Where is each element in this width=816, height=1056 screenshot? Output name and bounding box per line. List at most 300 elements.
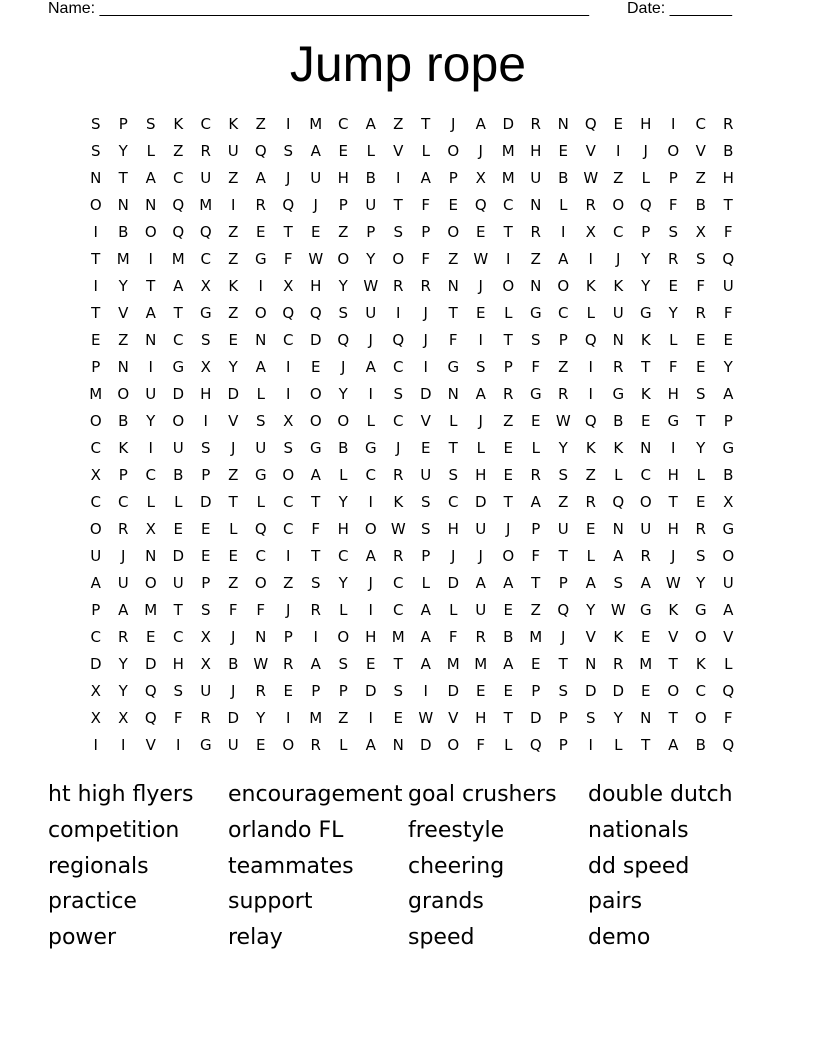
grid-letter[interactable]: Z <box>558 493 569 511</box>
grid-letter[interactable]: O <box>364 520 377 538</box>
grid-letter[interactable]: Q <box>584 115 597 133</box>
grid-letter[interactable]: A <box>255 358 266 376</box>
grid-letter[interactable]: B <box>173 466 184 484</box>
grid-letter[interactable]: O <box>557 277 570 295</box>
grid-letter[interactable]: D <box>144 655 157 673</box>
grid-letter[interactable]: V <box>695 142 706 160</box>
grid-letter[interactable]: N <box>145 331 157 349</box>
grid-letter[interactable]: Z <box>173 142 184 160</box>
grid-letter[interactable]: I <box>203 412 208 430</box>
grid-letter[interactable]: I <box>396 169 401 187</box>
grid-letter[interactable]: E <box>421 439 431 457</box>
grid-letter[interactable]: S <box>475 358 486 376</box>
grid-letter[interactable]: X <box>118 709 129 727</box>
grid-letter[interactable]: R <box>723 115 734 133</box>
grid-letter[interactable]: O <box>89 412 102 430</box>
grid-letter[interactable]: B <box>723 466 734 484</box>
grid-letter[interactable]: A <box>310 655 321 673</box>
grid-letter[interactable]: I <box>588 385 593 403</box>
grid-letter[interactable]: E <box>503 439 513 457</box>
grid-letter[interactable]: A <box>365 358 376 376</box>
grid-letter[interactable]: Z <box>338 223 349 241</box>
grid-letter[interactable]: T <box>503 493 513 511</box>
grid-letter[interactable]: N <box>530 196 542 214</box>
grid-letter[interactable]: H <box>667 520 679 538</box>
grid-letter[interactable]: J <box>313 196 318 214</box>
grid-letter[interactable]: T <box>558 655 568 673</box>
grid-letter[interactable]: U <box>365 304 377 322</box>
grid-letter[interactable]: P <box>311 682 321 700</box>
grid-letter[interactable]: S <box>695 385 706 403</box>
grid-letter[interactable]: S <box>695 250 706 268</box>
grid-letter[interactable]: M <box>391 628 405 646</box>
grid-letter[interactable]: I <box>423 358 428 376</box>
grid-letter[interactable]: D <box>172 547 185 565</box>
grid-letter[interactable]: A <box>503 574 514 592</box>
grid-letter[interactable]: X <box>90 466 101 484</box>
grid-letter[interactable]: L <box>504 736 513 754</box>
grid-letter[interactable]: P <box>558 574 568 592</box>
grid-letter[interactable]: R <box>640 547 651 565</box>
grid-letter[interactable]: J <box>478 412 483 430</box>
grid-letter[interactable]: G <box>309 439 322 457</box>
grid-letter[interactable]: C <box>393 412 404 430</box>
grid-letter[interactable]: I <box>231 196 236 214</box>
grid-letter[interactable]: T <box>421 115 431 133</box>
grid-letter[interactable]: S <box>255 412 266 430</box>
grid-letter[interactable]: G <box>722 520 735 538</box>
grid-letter[interactable]: C <box>145 466 156 484</box>
grid-letter[interactable]: B <box>228 655 239 673</box>
grid-letter[interactable]: L <box>696 466 705 484</box>
grid-letter[interactable]: J <box>396 439 401 457</box>
grid-letter[interactable]: S <box>145 115 156 133</box>
grid-letter[interactable]: J <box>451 115 456 133</box>
grid-letter[interactable]: R <box>558 385 569 403</box>
grid-letter[interactable]: C <box>200 250 211 268</box>
grid-letter[interactable]: E <box>696 493 706 511</box>
grid-letter[interactable]: I <box>93 223 98 241</box>
grid-letter[interactable]: O <box>309 412 322 430</box>
grid-letter[interactable]: U <box>475 520 487 538</box>
grid-letter[interactable]: L <box>256 493 265 511</box>
grid-letter[interactable]: O <box>282 466 295 484</box>
grid-letter[interactable]: Y <box>613 709 623 727</box>
grid-letter[interactable]: S <box>420 493 431 511</box>
grid-letter[interactable]: O <box>282 736 295 754</box>
grid-letter[interactable]: L <box>146 493 155 511</box>
grid-letter[interactable]: Z <box>503 412 514 430</box>
grid-letter[interactable]: I <box>121 736 126 754</box>
grid-letter[interactable]: S <box>283 439 294 457</box>
grid-letter[interactable]: X <box>90 709 101 727</box>
grid-letter[interactable]: F <box>723 304 733 322</box>
grid-letter[interactable]: T <box>91 304 101 322</box>
grid-letter[interactable]: T <box>311 493 321 511</box>
grid-letter[interactable]: F <box>421 196 431 214</box>
grid-letter[interactable]: R <box>613 655 624 673</box>
grid-letter[interactable]: L <box>586 304 595 322</box>
grid-letter[interactable]: R <box>283 655 294 673</box>
grid-letter[interactable]: C <box>640 466 651 484</box>
grid-letter[interactable]: Q <box>337 331 350 349</box>
grid-letter[interactable]: J <box>341 358 346 376</box>
grid-letter[interactable]: L <box>559 196 568 214</box>
grid-letter[interactable]: C <box>255 547 266 565</box>
grid-letter[interactable]: A <box>420 628 431 646</box>
grid-letter[interactable]: M <box>199 196 213 214</box>
grid-letter[interactable]: R <box>255 682 266 700</box>
grid-letter[interactable]: O <box>89 520 102 538</box>
grid-letter[interactable]: U <box>722 277 734 295</box>
grid-letter[interactable]: J <box>286 601 291 619</box>
grid-letter[interactable]: T <box>173 304 183 322</box>
grid-letter[interactable]: O <box>172 412 185 430</box>
grid-letter[interactable]: D <box>227 709 240 727</box>
grid-letter[interactable]: J <box>423 331 428 349</box>
grid-letter[interactable]: R <box>530 466 541 484</box>
grid-letter[interactable]: E <box>338 142 348 160</box>
grid-letter[interactable]: E <box>91 331 101 349</box>
grid-letter[interactable]: R <box>530 223 541 241</box>
grid-letter[interactable]: Z <box>613 169 624 187</box>
grid-letter[interactable]: S <box>310 574 321 592</box>
grid-letter[interactable]: I <box>368 493 373 511</box>
grid-letter[interactable]: T <box>558 547 568 565</box>
grid-letter[interactable]: J <box>423 304 428 322</box>
grid-letter[interactable]: I <box>148 250 153 268</box>
grid-letter[interactable]: F <box>531 547 541 565</box>
grid-letter[interactable]: E <box>503 682 513 700</box>
grid-letter[interactable]: B <box>558 169 569 187</box>
grid-letter[interactable]: J <box>121 547 126 565</box>
grid-letter[interactable]: M <box>446 655 460 673</box>
grid-letter[interactable]: L <box>174 493 183 511</box>
grid-letter[interactable]: T <box>173 601 183 619</box>
grid-letter[interactable]: V <box>228 412 239 430</box>
grid-letter[interactable]: Z <box>558 358 569 376</box>
grid-letter[interactable]: M <box>309 115 323 133</box>
grid-letter[interactable]: C <box>173 169 184 187</box>
grid-letter[interactable]: L <box>614 466 623 484</box>
grid-letter[interactable]: K <box>640 331 651 349</box>
grid-letter[interactable]: H <box>475 466 487 484</box>
grid-letter[interactable]: R <box>393 277 404 295</box>
grid-letter[interactable]: O <box>309 385 322 403</box>
grid-letter[interactable]: P <box>503 358 513 376</box>
grid-letter[interactable]: S <box>393 682 404 700</box>
grid-letter[interactable]: O <box>667 142 680 160</box>
grid-letter[interactable]: X <box>585 223 596 241</box>
grid-letter[interactable]: Y <box>118 655 128 673</box>
grid-letter[interactable]: Y <box>338 574 348 592</box>
grid-letter[interactable]: E <box>696 331 706 349</box>
grid-letter[interactable]: C <box>173 628 184 646</box>
grid-letter[interactable]: O <box>89 196 102 214</box>
grid-letter[interactable]: R <box>585 196 596 214</box>
grid-letter[interactable]: K <box>668 601 679 619</box>
grid-letter[interactable]: S <box>393 223 404 241</box>
grid-letter[interactable]: T <box>448 439 458 457</box>
grid-letter[interactable]: D <box>447 574 460 592</box>
grid-letter[interactable]: K <box>228 115 239 133</box>
grid-letter[interactable]: R <box>695 520 706 538</box>
grid-letter[interactable]: H <box>365 628 377 646</box>
grid-letter[interactable]: L <box>449 601 458 619</box>
grid-letter[interactable]: I <box>258 277 263 295</box>
grid-letter[interactable]: N <box>145 547 157 565</box>
grid-letter[interactable]: F <box>723 223 733 241</box>
grid-letter[interactable]: Q <box>309 304 322 322</box>
grid-letter[interactable]: O <box>667 682 680 700</box>
grid-letter[interactable]: X <box>90 682 101 700</box>
grid-letter[interactable]: C <box>283 331 294 349</box>
grid-letter[interactable]: A <box>475 385 486 403</box>
grid-letter[interactable]: E <box>531 655 541 673</box>
grid-letter[interactable]: F <box>668 196 678 214</box>
grid-letter[interactable]: S <box>558 466 569 484</box>
grid-letter[interactable]: H <box>337 520 349 538</box>
grid-letter[interactable]: G <box>172 358 185 376</box>
grid-letter[interactable]: W <box>610 601 626 619</box>
grid-letter[interactable]: M <box>501 142 515 160</box>
grid-letter[interactable]: M <box>309 709 323 727</box>
grid-letter[interactable]: I <box>506 250 511 268</box>
grid-letter[interactable]: A <box>365 115 376 133</box>
grid-letter[interactable]: Q <box>254 520 267 538</box>
grid-letter[interactable]: I <box>588 736 593 754</box>
grid-letter[interactable]: N <box>612 520 624 538</box>
grid-letter[interactable]: Y <box>696 574 706 592</box>
grid-letter[interactable]: P <box>366 223 376 241</box>
grid-letter[interactable]: L <box>366 142 375 160</box>
grid-letter[interactable]: Q <box>722 250 735 268</box>
grid-letter[interactable]: C <box>365 466 376 484</box>
grid-letter[interactable]: E <box>696 358 706 376</box>
grid-letter[interactable]: O <box>502 547 515 565</box>
grid-letter[interactable]: X <box>145 520 156 538</box>
grid-letter[interactable]: Q <box>282 196 295 214</box>
grid-letter[interactable]: D <box>612 682 625 700</box>
grid-letter[interactable]: L <box>586 547 595 565</box>
grid-letter[interactable]: E <box>228 547 238 565</box>
grid-letter[interactable]: I <box>93 277 98 295</box>
grid-letter[interactable]: L <box>449 412 458 430</box>
grid-letter[interactable]: Y <box>668 304 678 322</box>
grid-letter[interactable]: Z <box>228 304 239 322</box>
grid-letter[interactable]: D <box>474 493 487 511</box>
grid-letter[interactable]: T <box>641 358 651 376</box>
grid-letter[interactable]: A <box>475 115 486 133</box>
grid-letter[interactable]: K <box>613 277 624 295</box>
grid-letter[interactable]: J <box>231 628 236 646</box>
grid-letter[interactable]: S <box>90 115 101 133</box>
grid-letter[interactable]: O <box>694 628 707 646</box>
grid-letter[interactable]: F <box>283 250 293 268</box>
grid-letter[interactable]: C <box>283 493 294 511</box>
grid-letter[interactable]: H <box>530 142 542 160</box>
grid-letter[interactable]: S <box>613 574 624 592</box>
grid-letter[interactable]: E <box>503 601 513 619</box>
grid-letter[interactable]: O <box>392 250 405 268</box>
grid-letter[interactable]: L <box>421 574 430 592</box>
grid-letter[interactable]: T <box>311 547 321 565</box>
grid-letter[interactable]: X <box>200 628 211 646</box>
grid-letter[interactable]: Q <box>172 196 185 214</box>
grid-letter[interactable]: B <box>365 169 376 187</box>
grid-letter[interactable]: E <box>476 682 486 700</box>
grid-letter[interactable]: I <box>313 628 318 646</box>
grid-letter[interactable]: Q <box>557 601 570 619</box>
grid-letter[interactable]: D <box>309 331 322 349</box>
grid-letter[interactable]: X <box>283 412 294 430</box>
grid-letter[interactable]: L <box>476 439 485 457</box>
grid-letter[interactable]: O <box>722 547 735 565</box>
grid-letter[interactable]: S <box>200 439 211 457</box>
grid-letter[interactable]: R <box>118 520 129 538</box>
grid-letter[interactable]: U <box>172 439 184 457</box>
grid-letter[interactable]: A <box>558 250 569 268</box>
grid-letter[interactable]: G <box>639 601 652 619</box>
grid-letter[interactable]: J <box>643 142 648 160</box>
grid-letter[interactable]: D <box>89 655 102 673</box>
grid-letter[interactable]: S <box>90 142 101 160</box>
grid-letter[interactable]: Z <box>228 250 239 268</box>
grid-letter[interactable]: B <box>338 439 349 457</box>
grid-letter[interactable]: J <box>616 250 621 268</box>
grid-letter[interactable]: Z <box>118 331 129 349</box>
grid-letter[interactable]: V <box>668 628 679 646</box>
grid-letter[interactable]: T <box>668 709 678 727</box>
grid-letter[interactable]: S <box>530 331 541 349</box>
grid-letter[interactable]: Q <box>612 493 625 511</box>
grid-letter[interactable]: S <box>393 385 404 403</box>
grid-letter[interactable]: I <box>671 115 676 133</box>
grid-letter[interactable]: C <box>393 601 404 619</box>
grid-letter[interactable]: N <box>117 196 129 214</box>
grid-letter[interactable]: F <box>696 277 706 295</box>
grid-letter[interactable]: S <box>448 466 459 484</box>
grid-letter[interactable]: V <box>448 709 459 727</box>
grid-letter[interactable]: B <box>613 412 624 430</box>
grid-letter[interactable]: Q <box>474 196 487 214</box>
grid-letter[interactable]: I <box>561 223 566 241</box>
grid-letter[interactable]: S <box>695 547 706 565</box>
grid-letter[interactable]: Y <box>696 439 706 457</box>
grid-letter[interactable]: U <box>227 736 239 754</box>
grid-letter[interactable]: U <box>475 601 487 619</box>
grid-letter[interactable]: Y <box>338 493 348 511</box>
grid-letter[interactable]: U <box>227 142 239 160</box>
grid-letter[interactable]: T <box>503 223 513 241</box>
grid-letter[interactable]: F <box>668 358 678 376</box>
grid-letter[interactable]: I <box>368 601 373 619</box>
grid-letter[interactable]: Z <box>530 250 541 268</box>
grid-letter[interactable]: C <box>695 115 706 133</box>
grid-letter[interactable]: B <box>118 412 129 430</box>
grid-letter[interactable]: H <box>337 169 349 187</box>
grid-letter[interactable]: C <box>558 304 569 322</box>
grid-letter[interactable]: I <box>286 358 291 376</box>
grid-letter[interactable]: H <box>447 520 459 538</box>
grid-letter[interactable]: N <box>392 736 404 754</box>
grid-letter[interactable]: P <box>448 169 458 187</box>
grid-letter[interactable]: Q <box>254 142 267 160</box>
grid-letter[interactable]: C <box>118 493 129 511</box>
grid-letter[interactable]: S <box>338 304 349 322</box>
grid-letter[interactable]: U <box>145 385 157 403</box>
grid-letter[interactable]: V <box>145 736 156 754</box>
grid-letter[interactable]: M <box>501 169 515 187</box>
grid-letter[interactable]: A <box>723 385 734 403</box>
grid-letter[interactable]: Q <box>722 736 735 754</box>
grid-letter[interactable]: G <box>254 250 267 268</box>
grid-letter[interactable]: P <box>91 358 101 376</box>
grid-letter[interactable]: A <box>640 574 651 592</box>
grid-letter[interactable]: P <box>118 466 128 484</box>
grid-letter[interactable]: F <box>421 250 431 268</box>
grid-letter[interactable]: W <box>418 709 434 727</box>
grid-letter[interactable]: N <box>255 331 267 349</box>
grid-letter[interactable]: R <box>585 493 596 511</box>
grid-letter[interactable]: E <box>723 331 733 349</box>
grid-letter[interactable]: F <box>448 331 458 349</box>
grid-letter[interactable]: E <box>641 628 651 646</box>
grid-letter[interactable]: O <box>144 223 157 241</box>
grid-letter[interactable]: S <box>668 223 679 241</box>
grid-letter[interactable]: O <box>447 736 460 754</box>
grid-letter[interactable]: R <box>200 709 211 727</box>
grid-letter[interactable]: J <box>478 547 483 565</box>
grid-letter[interactable]: O <box>447 223 460 241</box>
grid-letter[interactable]: G <box>364 439 377 457</box>
grid-letter[interactable]: Z <box>228 223 239 241</box>
grid-letter[interactable]: Z <box>585 466 596 484</box>
grid-letter[interactable]: D <box>529 709 542 727</box>
grid-letter[interactable]: I <box>286 547 291 565</box>
grid-letter[interactable]: E <box>448 196 458 214</box>
grid-letter[interactable]: I <box>148 358 153 376</box>
grid-letter[interactable]: X <box>695 223 706 241</box>
grid-letter[interactable]: A <box>365 736 376 754</box>
grid-letter[interactable]: E <box>256 223 266 241</box>
grid-letter[interactable]: L <box>641 169 650 187</box>
grid-letter[interactable]: K <box>228 277 239 295</box>
grid-letter[interactable]: R <box>393 547 404 565</box>
grid-letter[interactable]: O <box>337 412 350 430</box>
grid-letter[interactable]: E <box>256 736 266 754</box>
grid-letter[interactable]: L <box>146 142 155 160</box>
grid-letter[interactable]: A <box>475 574 486 592</box>
grid-letter[interactable]: C <box>503 196 514 214</box>
grid-letter[interactable]: O <box>612 196 625 214</box>
grid-letter[interactable]: E <box>311 358 321 376</box>
grid-letter[interactable]: I <box>368 385 373 403</box>
grid-letter[interactable]: W <box>555 412 571 430</box>
grid-letter[interactable]: G <box>639 304 652 322</box>
grid-letter[interactable]: R <box>200 142 211 160</box>
grid-letter[interactable]: E <box>586 520 596 538</box>
grid-letter[interactable]: L <box>724 655 733 673</box>
grid-letter[interactable]: E <box>201 520 211 538</box>
grid-letter[interactable]: O <box>254 304 267 322</box>
grid-letter[interactable]: H <box>667 385 679 403</box>
grid-letter[interactable]: V <box>420 412 431 430</box>
grid-letter[interactable]: T <box>531 574 541 592</box>
grid-letter[interactable]: R <box>668 250 679 268</box>
grid-letter[interactable]: E <box>613 115 623 133</box>
grid-letter[interactable]: C <box>448 493 459 511</box>
